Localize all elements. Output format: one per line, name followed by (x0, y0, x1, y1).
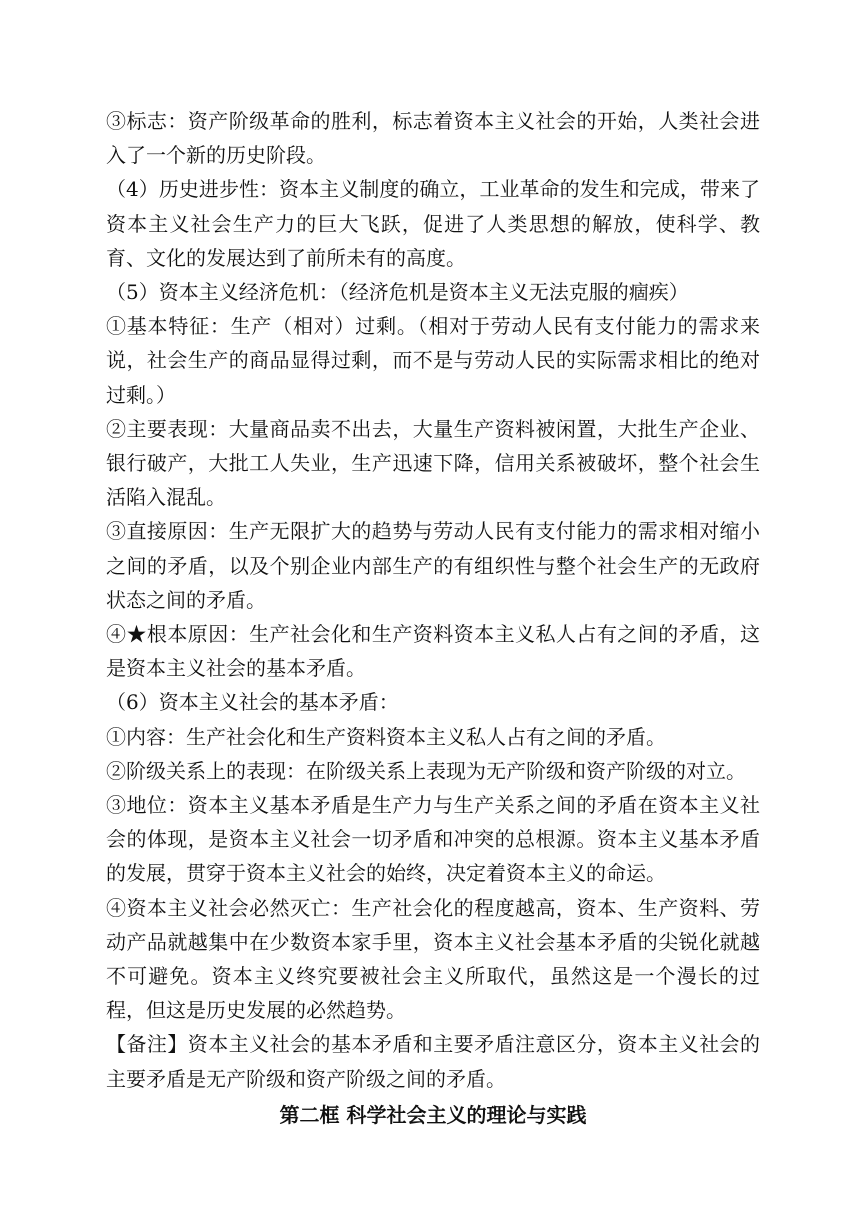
paragraph-basic-feature: ①基本特征：生产（相对）过剩。（相对于劳动人民有支付能力的需求来说，社会生产的商品显得过剩，而不是与劳动人民的实际需求相比的绝对过剩。） (106, 314, 760, 407)
paragraph-basic-contradiction: （6）资本主义社会的基本矛盾： (106, 690, 399, 715)
paragraph-main-manifestation: ②主要表现：大量商品卖不出去，大量生产资料被闲置，大批生产企业、银行破产，大批工人失业，生产迅速下降，信用关系被破坏，整个社会生活陷入混乱。 (106, 416, 760, 510)
paragraph-note: 【备注】资本主义社会的基本矛盾和主要矛盾注意区分，资本主义社会的主要矛盾是无产阶级和资产阶级之间的矛盾。 (106, 1032, 760, 1091)
paragraph-direct-cause: ③直接原因：生产无限扩大的趋势与劳动人民有支付能力的需求相对缩小之间的矛盾，以及个别企业内部生产的有组织性与整个社会生产的无政府状态之间的矛盾。 (106, 519, 760, 612)
section-heading: 第二框 科学社会主义的理论与实践 (279, 1102, 587, 1127)
paragraph-content: ①内容：生产社会化和生产资料资本主义私人占有之间的矛盾。 (106, 724, 666, 749)
paragraph-root-cause: ④★根本原因：生产社会化和生产资料资本主义私人占有之间的矛盾，这是资本主义社会的基本矛盾。 (106, 622, 760, 681)
paragraph-economic-crisis: （5）资本主义经济危机：（经济危机是资本主义无法克服的痼疾） (106, 280, 689, 305)
document-body (106, 104, 760, 1132)
paragraph-marker-significance: ③标志：资产阶级革命的胜利，标志着资本主义社会的开始，人类社会进入了一个新的历史阶段。 (106, 109, 760, 168)
paragraph-status: ③地位：资本主义基本矛盾是生产力与生产关系之间的矛盾在资本主义社会的体现，是资本主义社会一切矛盾和冲突的总根源。资本主义基本矛盾的发展，贯穿于资本主义社会的始终，决定着资本主义的命运。 (106, 793, 760, 886)
paragraph-class-relation: ②阶级关系上的表现：在阶级关系上表现为无产阶级和资产阶级的对立。 (106, 758, 746, 783)
paragraph-inevitable-demise: ④资本主义社会必然灭亡：生产社会化的程度越高，资本、生产资料、劳动产品就越集中在少数资本家手里，资本主义社会基本矛盾的尖锐化就越不可避免。资本主义终究要被社会主义所取代，虽然这是一个漫长的过程，但这是历史发展的必然趋势。 (106, 895, 760, 1023)
paragraph-historical-progress: （4）历史进步性：资本主义制度的确立，工业革命的发生和完成，带来了资本主义社会生产力的巨大飞跃，促进了人类思想的解放，使科学、教育、文化的发展达到了前所未有的高度。 (106, 177, 760, 270)
